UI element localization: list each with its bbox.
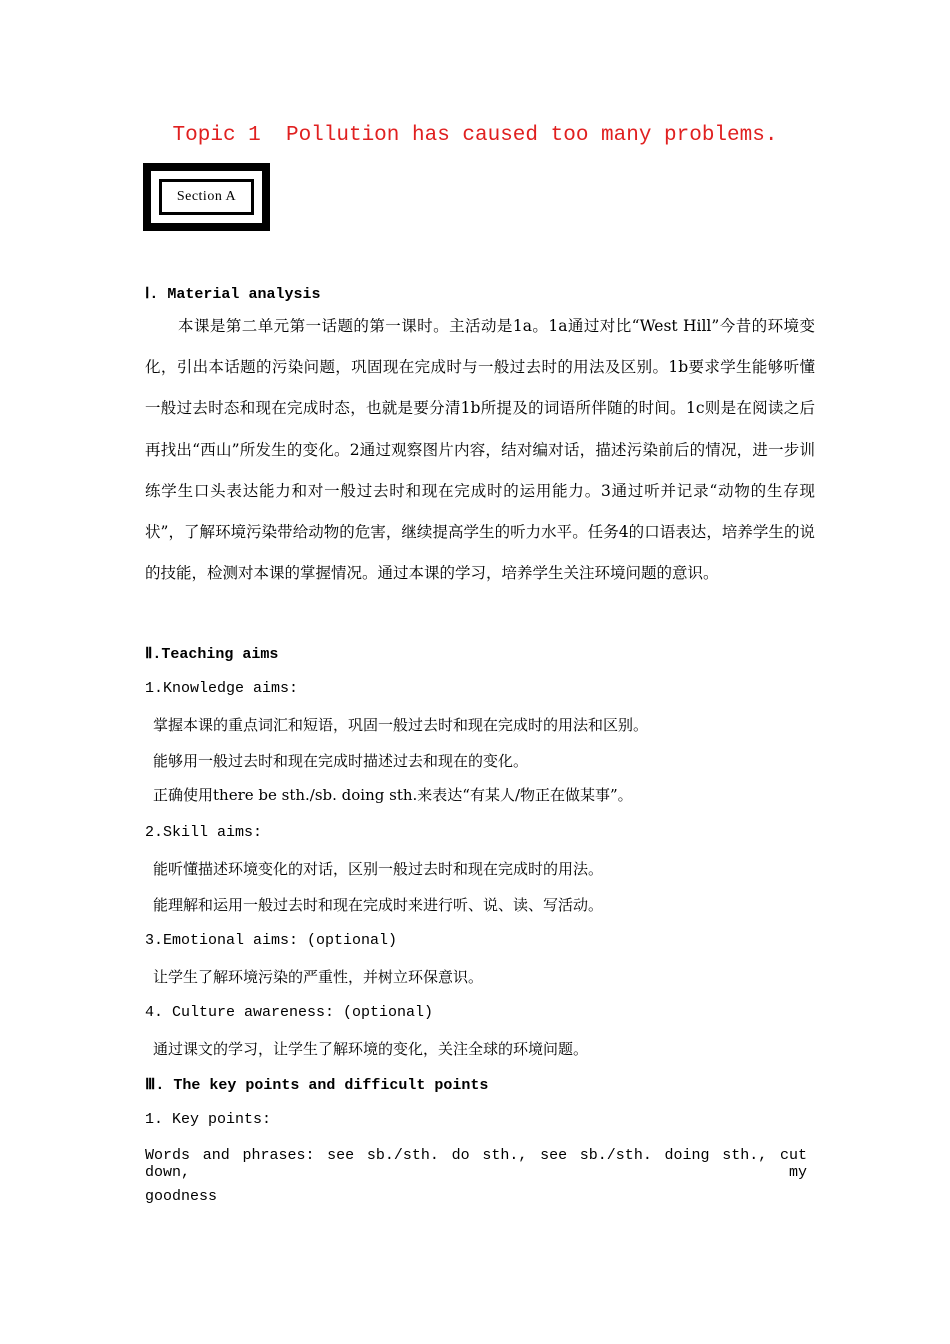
heading-teaching-aims: Ⅱ.Teaching aims: [145, 646, 279, 663]
key-words-phrases-line: Words and phrases: see sb./sth. do sth., see sb./sth. doing sth., cut down, my: [145, 1147, 807, 1181]
page-title: Topic 1 Pollution has caused too many problems.: [172, 124, 778, 147]
knowledge-aim-item: 正确使用there be sth./sb. doing sth.来表达“有某人/物正在做某事”。: [153, 786, 633, 804]
emotional-aims-label: 3.Emotional aims: (optional): [145, 932, 398, 949]
culture-awareness-item: 通过课文的学习，让学生了解环境的变化，关注全球的环境问题。: [153, 1040, 589, 1058]
skill-aim-item: 能听懂描述环境变化的对话，区别一般过去时和现在完成时的用法。: [153, 860, 604, 878]
section-label: Section A: [176, 189, 237, 204]
heading-key-points: Ⅲ. The key points and difficult points: [145, 1077, 489, 1094]
skill-aim-item: 能理解和运用一般过去时和现在完成时来进行听、说、读、写活动。: [153, 896, 604, 914]
knowledge-aim-item: 能够用一般过去时和现在完成时描述过去和现在的变化。: [153, 752, 529, 770]
material-analysis-paragraph: 本课是第二单元第一话题的第一课时。主活动是1a。1a通过对比“West Hill”今昔的环境变化，引出本话题的污染问题，巩固现在完成时与一般过去时的用法及区别。1b要求学生能够听懂一般过去时态和现在完成时态，也就是要分清1b所提及的词语所伴随的时间。1c则是在阅读之后再找出“西山”所发生的变化。2通过观察图片内容，结对编对话，描述污染前后的情况，进一步训练学生口头表达能力和对一般过去时和现在完成时的运用能力。3通过听并记录“动物的生存现状”，了解环境污染带给动物的危害，继续提高学生的听力水平。任务4的口语表达，培养学生的说的技能，检测对本课的掌握情况。通过本课的学习，培养学生关注环境问题的意识。: [145, 317, 815, 583]
key-points-label: 1. Key points:: [145, 1111, 272, 1128]
culture-awareness-label: 4. Culture awareness: (optional): [145, 1004, 434, 1021]
heading-material-analysis: Ⅰ. Material analysis: [145, 286, 321, 303]
emotional-aim-item: 让学生了解环境污染的严重性，并树立环保意识。: [153, 968, 484, 986]
knowledge-aim-item: 掌握本课的重点词汇和短语，巩固一般过去时和现在完成时的用法和区别。: [153, 716, 649, 734]
key-words-phrases-continued: goodness: [145, 1188, 218, 1205]
skill-aims-label: 2.Skill aims:: [145, 824, 263, 841]
section-label-box: [143, 163, 270, 231]
knowledge-aims-label: 1.Knowledge aims:: [145, 680, 299, 697]
